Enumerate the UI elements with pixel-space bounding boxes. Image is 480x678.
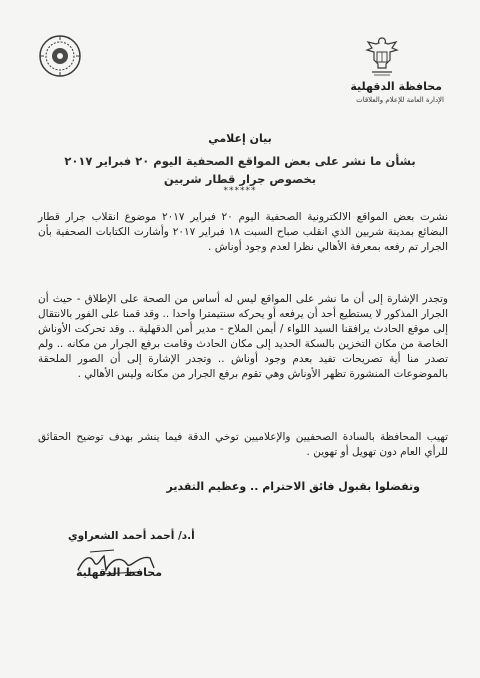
paragraph-1: نشرت بعض المواقع الالكترونية الصحفية اليوم ٢٠ فبراير ٢٠١٧ موضوع انقلاب جرار قطار البضائع بمدينة شربين الذي انقلب صباح السبت ١٨ فبراير ٢٠١٧ وأشارت الكتابات الصحفية بأن الجرار تم رفعه بمعرفة الأهالي نظرا لعدم وجود أوناش . — [38, 211, 448, 253]
paragraph-2: وتجدر الإشارة إلى أن ما نشر على المواقع ليس له أساس من الصحة على الإطلاق - حيث أن الجرار المذكور لا يستطيع أحد أن يرفعه أو يحركه سنتيمترا واحدا .. وقد قمنا على الفور بالانتقال إلى موقع الحادث يرافقنا السيد اللواء / أيمن الملاح - مدير أمن الدقهلية .. وقد تحركت الأوناش الخاصة من مكان التخزين بالسكة الحديد إلى مكان الحادث وقامت برفع الجرار من مكانه .. ولم تصدر منا أية تصريحات تفيد بعدم وجود أوناش .. وتجدر الإشارة إلى أن الصور الملحقة بالموضوعات المنشورة تظهر الأوناش وهي تقوم برفع الجرار من مكانه وليس الأهالي . — [38, 293, 448, 380]
governorate-name: محافظة الدقهلية — [350, 80, 442, 93]
signatory-title: محافظ الدقهلية — [76, 566, 163, 579]
department-name: الإدارة العامة للإعلام والعلاقات — [356, 96, 444, 104]
eagle-emblem-icon — [364, 34, 400, 78]
signatory-name: أ.د/ أحمد أحمد الشعراوي — [68, 530, 195, 542]
governorate-seal-icon — [38, 34, 82, 78]
statement-title: بيان إعلامي — [208, 132, 272, 145]
paragraph-3: تهيب المحافظة بالسادة الصحفيين والإعلاميين توخي الدقة فيما ينشر بهدف توضيح الحقائق للرأي العام دون تهويل أو تهوين . — [38, 431, 448, 458]
separator-stars: ****** — [223, 186, 257, 196]
closing-line: وتفضلوا بقبول فائق الاحترام .. وعظيم التقدير — [166, 480, 420, 493]
statement-subject: بشأن ما نشر على بعض المواقع الصحفية اليوم ٢٠ فبراير ٢٠١٧ بخصوص جرار قطار شربين — [64, 154, 416, 186]
